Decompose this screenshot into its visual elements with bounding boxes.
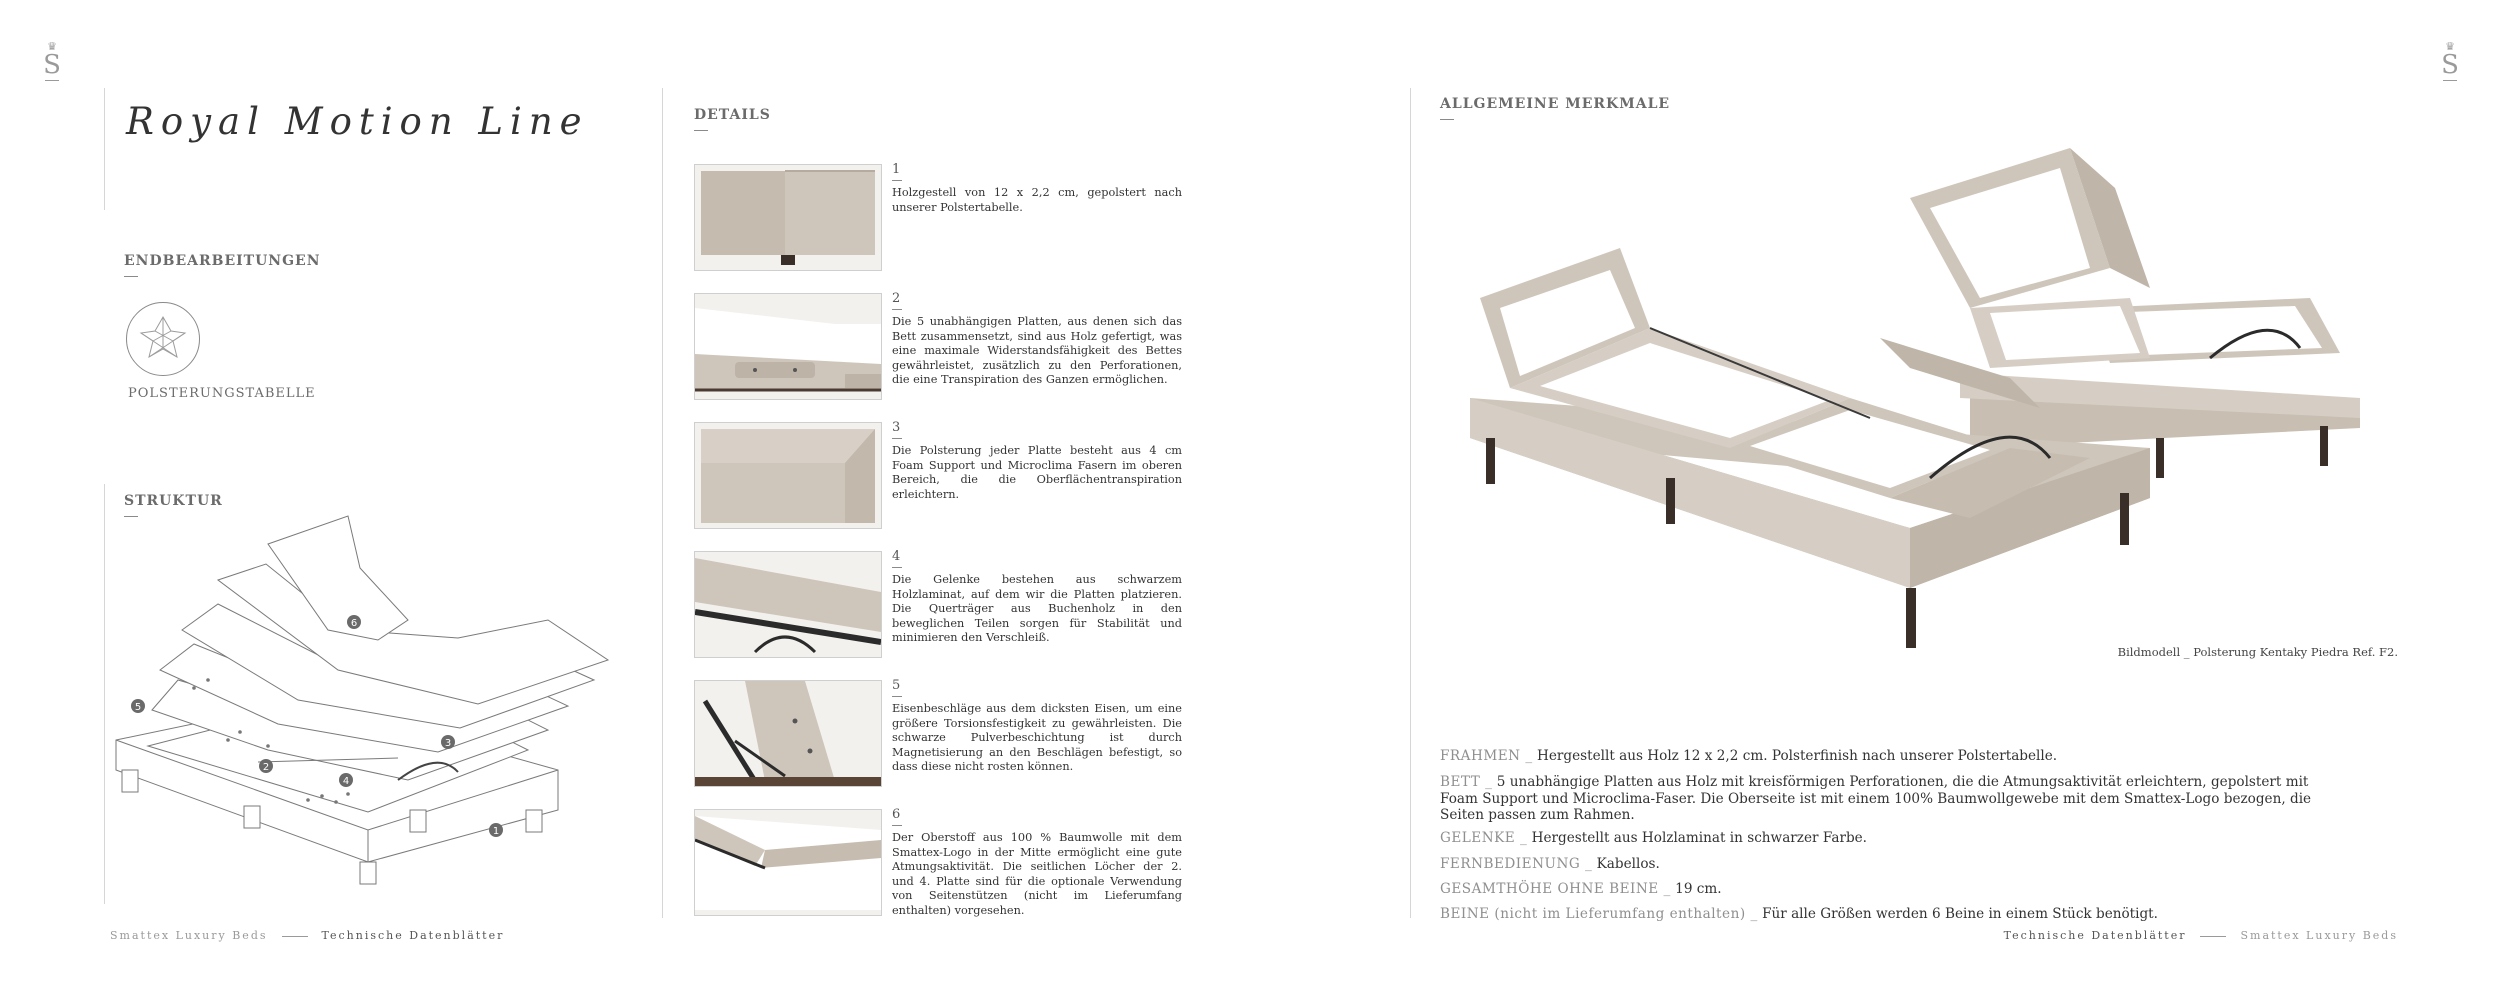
detail-text-1: Holzgestell von 12 x 2,2 cm, gepolstert nach unserer Polstertabelle. [892, 186, 1182, 214]
detail-text-2: Die 5 unabhängigen Platten, aus denen sich das Bett zusammensetzt, sind aus Holz gefertigt, was eine maximale Widerstandsfähigkeit des Bettes gewährleistet, zusätzlich zu den Perforationen, die eine Transpiration des Ganzen ermöglichen. [892, 315, 1182, 387]
detail-photo-1 [694, 164, 882, 271]
rule-general [1410, 88, 1411, 918]
feature-joints: GELENKE _ Hergestellt aus Holzlaminat in schwarzer Farbe. [1440, 830, 1868, 846]
footer-right [2004, 929, 2398, 942]
detail-number-1: 1 [892, 162, 902, 181]
feature-remote: FERNBEDIENUNG _ Kabellos. [1440, 856, 1660, 872]
upholstery-swatch[interactable] [126, 302, 200, 376]
callout-4 [339, 773, 353, 787]
svg-text:3: 3 [444, 738, 452, 749]
detail-number-4: 4 [892, 549, 902, 568]
detail-photo-5 [694, 680, 882, 787]
detail-number-6: 6 [892, 807, 902, 826]
footer-left [110, 929, 504, 942]
callout-6 [347, 615, 361, 629]
callout-5 [131, 699, 145, 713]
feature-bed: BETT _ 5 unabhängige Platten aus Holz mit kreisförmigen Perforationen, die die Atmungsaktivität erleichtern, gepolstert mit Foam Support und Microclima-Faser. Die Oberseite ist mit einem 100% Baumwollgewebe mit dem Smattex-Logo bezogen, die Seiten passen zum Rahmen. [1440, 774, 2312, 824]
detail-text-5: Eisenbeschläge aus dem dicksten Eisen, um eine größere Torsionsfestigkeit zu gewährleisten. Die schwarze Pulverbeschichtung ist durch Magnetisierung an den Beschlägen befestigt, so dass diese nicht rosten können. [892, 702, 1182, 774]
crown-icon: ♛ [47, 40, 57, 53]
detail-number-2: 2 [892, 291, 902, 310]
section-heading-general: ALLGEMEINE MERKMALE [1440, 96, 1670, 120]
detail-photo-2 [694, 293, 882, 400]
svg-text:6: 6 [350, 618, 358, 629]
detail-number-5: 5 [892, 678, 902, 697]
brand-logo-right [2438, 42, 2462, 81]
svg-text:4: 4 [342, 776, 350, 787]
svg-text:2: 2 [262, 762, 270, 773]
section-heading-finishes: ENDBEARBEITUNGEN [124, 253, 321, 277]
callout-3 [441, 735, 455, 749]
swatch-label: POLSTERUNGSTABELLE [128, 386, 316, 401]
detail-text-6: Der Oberstoff aus 100 % Baumwolle mit dem Smattex-Logo in der Mitte ermöglicht eine gute Atmungsaktivität. Die seitlichen Löcher der 2. und 4. Platte sind für die optionale Verwendung von Seitenstützen (nicht im Lieferumfang enthalten) vorgesehen. [892, 831, 1182, 917]
logo-letter: S [43, 50, 61, 80]
callout-1 [489, 823, 503, 837]
section-heading-details: DETAILS [694, 107, 771, 131]
detail-text-3: Die Polsterung jeder Platte besteht aus 4 cm Foam Support und Microclima Fasern im oberen Bereich, die die Oberflächentranspiration erleichtern. [892, 444, 1182, 501]
feature-legs: BEINE (nicht im Lieferumfang enthalten) _ Für alle Größen werden 6 Beine in einem Stück benötigt. [1440, 906, 2158, 922]
footer-brand: Smattex Luxury Beds [2240, 929, 2398, 942]
logo-letter: S [2441, 50, 2459, 80]
rule-details [662, 88, 663, 918]
rule-structure [104, 484, 105, 904]
swatch-pattern-icon [127, 303, 199, 375]
detail-photo-6 [694, 809, 882, 916]
image-caption: Bildmodell _ Polsterung Kentaky Piedra Ref. F2. [2117, 645, 2398, 659]
detail-photo-4 [694, 551, 882, 658]
crown-icon: ♛ [2445, 40, 2455, 53]
callout-2 [259, 759, 273, 773]
svg-text:5: 5 [134, 702, 142, 713]
footer-doc: Technische Datenblätter [2003, 929, 2187, 942]
rule-title [104, 88, 105, 210]
page-title: Royal Motion Line [126, 100, 589, 143]
detail-text-4: Die Gelenke bestehen aus schwarzem Holzlaminat, auf dem wir die Platten platzieren. Die Querträger aus Buchenholz in den beweglichen Teilen sorgen für Stabilität und minimieren den Verschleiß. [892, 573, 1182, 645]
svg-text:1: 1 [492, 826, 500, 837]
feature-height: GESAMTHÖHE OHNE BEINE _ 19 cm. [1440, 881, 1722, 897]
section-heading-structure: STRUKTUR [124, 493, 223, 517]
bed-product-photo [1450, 148, 2370, 678]
footer-doc: Technische Datenblätter [321, 929, 505, 942]
footer-brand: Smattex Luxury Beds [110, 929, 268, 942]
brand-logo-left [40, 42, 64, 81]
feature-frame: FRAHMEN _ Hergestellt aus Holz 12 x 2,2 cm. Polsterfinish nach unserer Polstertabelle. [1440, 748, 2058, 764]
structure-diagram [108, 510, 618, 910]
detail-photo-3 [694, 422, 882, 529]
detail-number-3: 3 [892, 420, 902, 439]
